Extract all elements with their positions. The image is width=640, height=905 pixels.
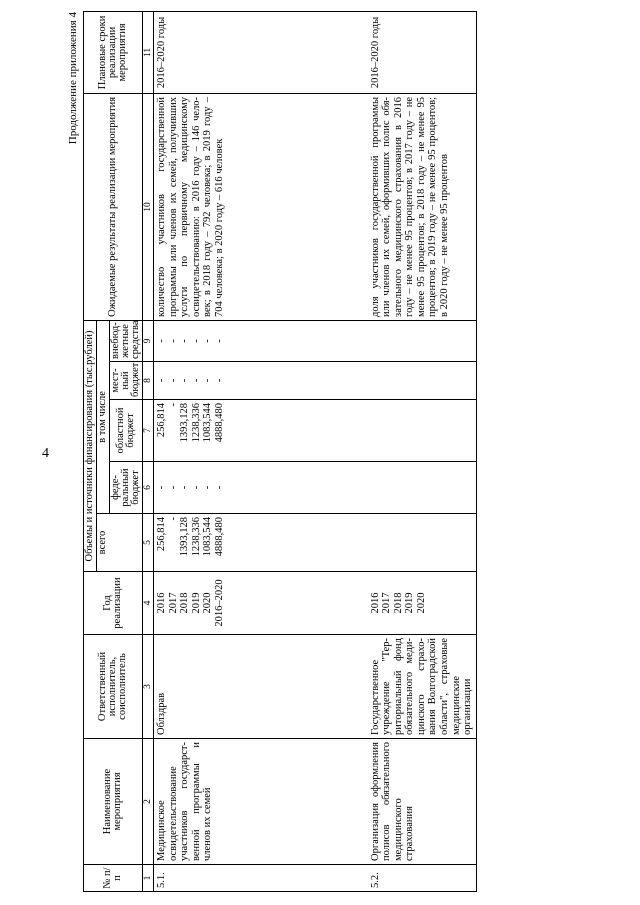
col-header-local: мест-ный бюджет [110, 362, 143, 400]
row-name: Медицинское освидетельствование участников государственной программы и членов их семей [154, 739, 368, 865]
col-number: 8 [143, 362, 154, 400]
cell-line: - [202, 485, 214, 490]
cell-line: 2016 [369, 592, 381, 614]
col-header-total: всего [97, 514, 143, 572]
row-period: 2016–2020 годы [368, 11, 476, 93]
cell-line: 2019 [190, 592, 202, 614]
cell-line: 2020 [415, 592, 427, 614]
col-header-executor: Ответственный исполнитель, соисполнитель [84, 635, 143, 739]
cell-line: 2018 [392, 592, 404, 614]
row-results: доля участников государственной программы или членов их семей, оформивших полис обязательного медицинского страхования в 2016 году – не менее 95 процентов; в 2017 году – не менее 95 процентов; в 2018 году – не менее 95 процентов; в 2019 году – не менее 95 процентов; в 2020 году – не менее 95 процентов [368, 93, 476, 320]
cell-line: 1083,544 [202, 403, 214, 443]
col-number: 3 [143, 635, 154, 739]
cell-line: - [179, 339, 191, 343]
cell-line: - [156, 339, 167, 343]
col-header-name: Наименование мероприятия [84, 739, 143, 865]
col-number: 6 [143, 462, 154, 514]
cell-line: 256,814 [156, 403, 167, 438]
cell-line: - [202, 378, 214, 383]
cell-line: - [156, 378, 167, 383]
cell-line: - [213, 378, 225, 383]
table-bottom-border [476, 11, 477, 891]
cell-line: - [202, 339, 214, 343]
cell-line: 4888,480 [213, 403, 225, 443]
cell-line: - [156, 485, 167, 490]
cell-line: 2018 [179, 592, 191, 614]
col-header-finance: Объемы и источники финансирования (тыс.рублей) [84, 320, 97, 571]
col-number: 4 [143, 572, 154, 635]
col-header-num: № п/п [84, 865, 143, 892]
row-executor: Облздрав [154, 635, 368, 739]
appendix-caption: Продолжение приложения 4 [67, 12, 79, 145]
row-name: Организация оформления полисов обязательного медицинского страхования [368, 739, 476, 865]
cell-line: 256,814 [156, 517, 167, 552]
cell-line: - [179, 485, 191, 490]
col-number: 10 [143, 93, 154, 320]
col-header-federal: феде-ральный бюджет [110, 462, 143, 514]
col-number: 11 [143, 11, 154, 93]
page-number: 4 [42, 446, 49, 461]
cell-line: 2017 [381, 592, 393, 614]
col-header-regional: областной бюджет [110, 400, 143, 462]
cell-line: 2020 [202, 592, 214, 614]
cell-line: 1238,336 [190, 403, 202, 443]
rotated-table-page [68, 12, 616, 892]
col-header-period: Плановые сроки реализации мероприятия [84, 11, 143, 93]
row-regional [368, 400, 476, 462]
cell-line: - [213, 485, 225, 490]
col-number: 9 [143, 320, 154, 361]
cell-line: 4888,480 [213, 517, 225, 557]
cell-line: 2016–2020 [213, 579, 225, 627]
cell-line: - [190, 378, 202, 383]
row-results: количество участников государственной программы или членов их семей, получивших услуги по первичному медицинскому освидетельствованию: в 2016 году – 146 человек; в 2018 году – 792 человека; в 2019 году – 704 человека; в 2020 году – 616 человек [154, 93, 368, 320]
cell-line: - [213, 339, 225, 343]
row-regional [154, 400, 368, 462]
cell-line: 1238,336 [190, 517, 202, 557]
cell-line: - [179, 378, 191, 383]
col-header-results: Ожидаемые результаты реализации мероприятия [84, 93, 143, 320]
cell-line: 1083,544 [202, 517, 214, 557]
cell-line: 1393,128 [179, 517, 191, 557]
cell-line: 2017 [167, 592, 179, 614]
row-period: 2016–2020 годы [154, 11, 368, 93]
col-number: 2 [143, 739, 154, 865]
col-number: 5 [143, 514, 154, 572]
row-offbudget [154, 320, 368, 361]
cell-line: - [167, 378, 179, 383]
row-years [154, 572, 368, 635]
col-header-year: Год реализации [84, 572, 143, 635]
cell-line: 2019 [404, 592, 416, 614]
measures-table [83, 11, 477, 892]
row-executor: Государственное учреждение "Территориальный фонд обязательного медицинского страхования Волгоградской области", страховые медицинские организации [368, 635, 476, 739]
col-number: 1 [143, 865, 154, 892]
cell-line: - [167, 339, 179, 343]
row-local [368, 362, 476, 400]
row-federal [368, 462, 476, 514]
col-header-incl: в том числе [97, 320, 110, 513]
row-num: 5.2. [368, 865, 476, 892]
cell-line: - [190, 339, 202, 343]
row-offbudget [368, 320, 476, 361]
cell-line: - [167, 517, 179, 521]
cell-line: - [190, 485, 202, 490]
cell-line: 2016 [156, 592, 167, 614]
row-num: 5.1. [154, 865, 368, 892]
col-number: 7 [143, 400, 154, 462]
table-row [154, 11, 368, 891]
row-total [368, 514, 476, 572]
cell-line: - [167, 403, 179, 407]
cell-line: 1393,128 [179, 403, 191, 443]
col-header-offbudget: внебюд-жетные средства [110, 320, 143, 361]
cell-line: - [167, 485, 179, 490]
row-federal [154, 462, 368, 514]
table-row [368, 11, 476, 891]
row-total [154, 514, 368, 572]
row-local [154, 362, 368, 400]
row-years [368, 572, 476, 635]
